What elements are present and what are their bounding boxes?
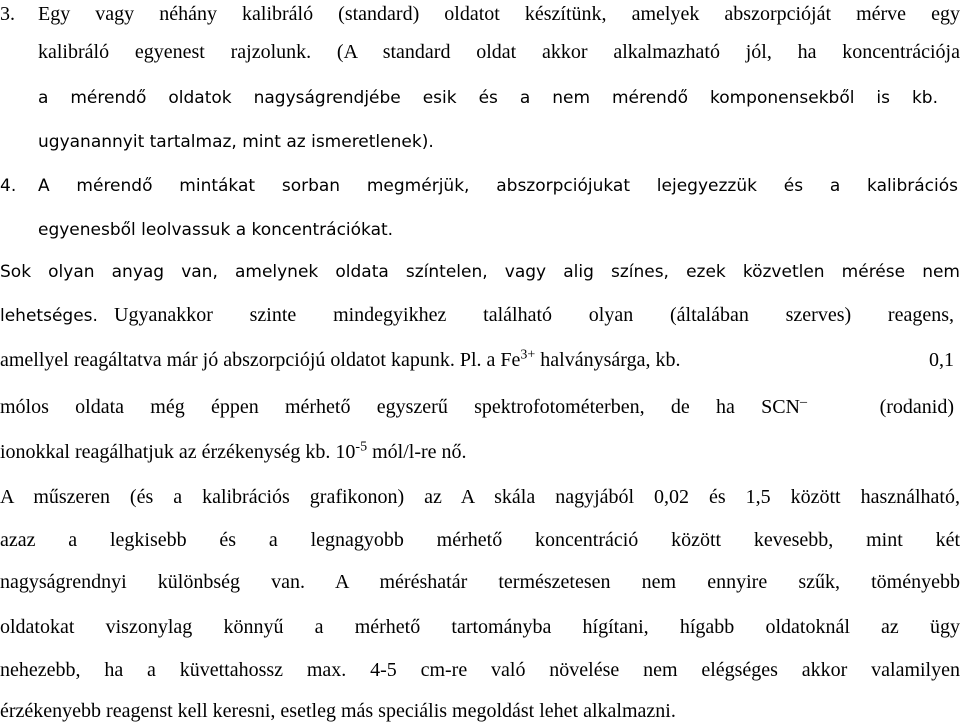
- para-2-line-2: azaz a legkisebb és a legnagyobb mérhető koncentráció között kevesebb, mint két: [0, 529, 960, 551]
- para-1-line-4: mólos oldata még éppen mérhető egyszerű spektrofotométerben, de ha SCN– (rodanid): [0, 394, 954, 418]
- para-1-line-1: Sok olyan anyag van, amelynek oldata színtelen, vagy alig színes, ezek közvetlen mérése nem: [0, 262, 960, 282]
- para-2-line-3: nagyságrendnyi különbség van. A méréshatár természetesen nem ennyire szűk, töményebb: [0, 571, 960, 593]
- para-2-line-5: nehezebb, ha a küvettahossz max. 4-5 cm-re való növelése nem elégséges akkor valamilyen: [0, 659, 960, 681]
- para-1-line-5: ionokkal reagálhatjuk az érzékenység kb. $10^{-5}$ mól/l-re nő.: [0, 439, 467, 463]
- item-4-line-1: 4. A mérendő mintákat sorban megmérjük, abszorpciójukat lejegyezzük és a kalibrációs: [0, 172, 960, 200]
- item-3-line-2: kalibráló egyenest rajzolunk. (A standard oldat akkor alkalmazható jól, ha koncentrációja: [38, 41, 960, 63]
- scn-charge: –: [800, 394, 807, 410]
- item-3-line-4: ugyanannyit tartalmaz, mint az ismeretlenek).: [38, 132, 434, 152]
- fe-charge: 3+: [520, 347, 536, 363]
- para-1-line-2: lehetséges. Ugyanakkor szinte mindegyikhez található olyan (általában szerves) reagens,: [0, 304, 954, 326]
- para-2-line-4: oldatokat viszonylag könnyű a mérhető tartományba hígítani, hígabb oldatoknál az ügy: [0, 616, 960, 638]
- para-1-line-3: amellyel reagáltatva már jó abszorpciójú oldatot kapunk. Pl. a $Fe^{3+}$ halványsárga, kb. 0,1: [0, 347, 954, 371]
- para-2-line-1: A műszeren (és a kalibrációs grafikonon) az A skála nagyjából 0,02 és 1,5 között használható,: [0, 486, 960, 508]
- item-3-line-1: 3. Egy vagy néhány kalibráló (standard) oldatot készítünk, amelyek abszorpcióját mérve egy: [0, 0, 960, 28]
- item-4-line-2: egyenesből leolvassuk a koncentrációkat.: [38, 220, 394, 240]
- item-3-number: 3.: [0, 3, 15, 25]
- exponent: -5: [355, 439, 368, 455]
- para-2-line-6: érzékenyebb reagenst kell keresni, esetleg más speciális megoldást lehet alkalmazni.: [0, 700, 676, 722]
- item-3-line-3: a mérendő oldatok nagyságrendjébe esik és a nem mérendő komponensekből is kb.: [38, 88, 938, 108]
- item-4-number: 4.: [0, 176, 17, 196]
